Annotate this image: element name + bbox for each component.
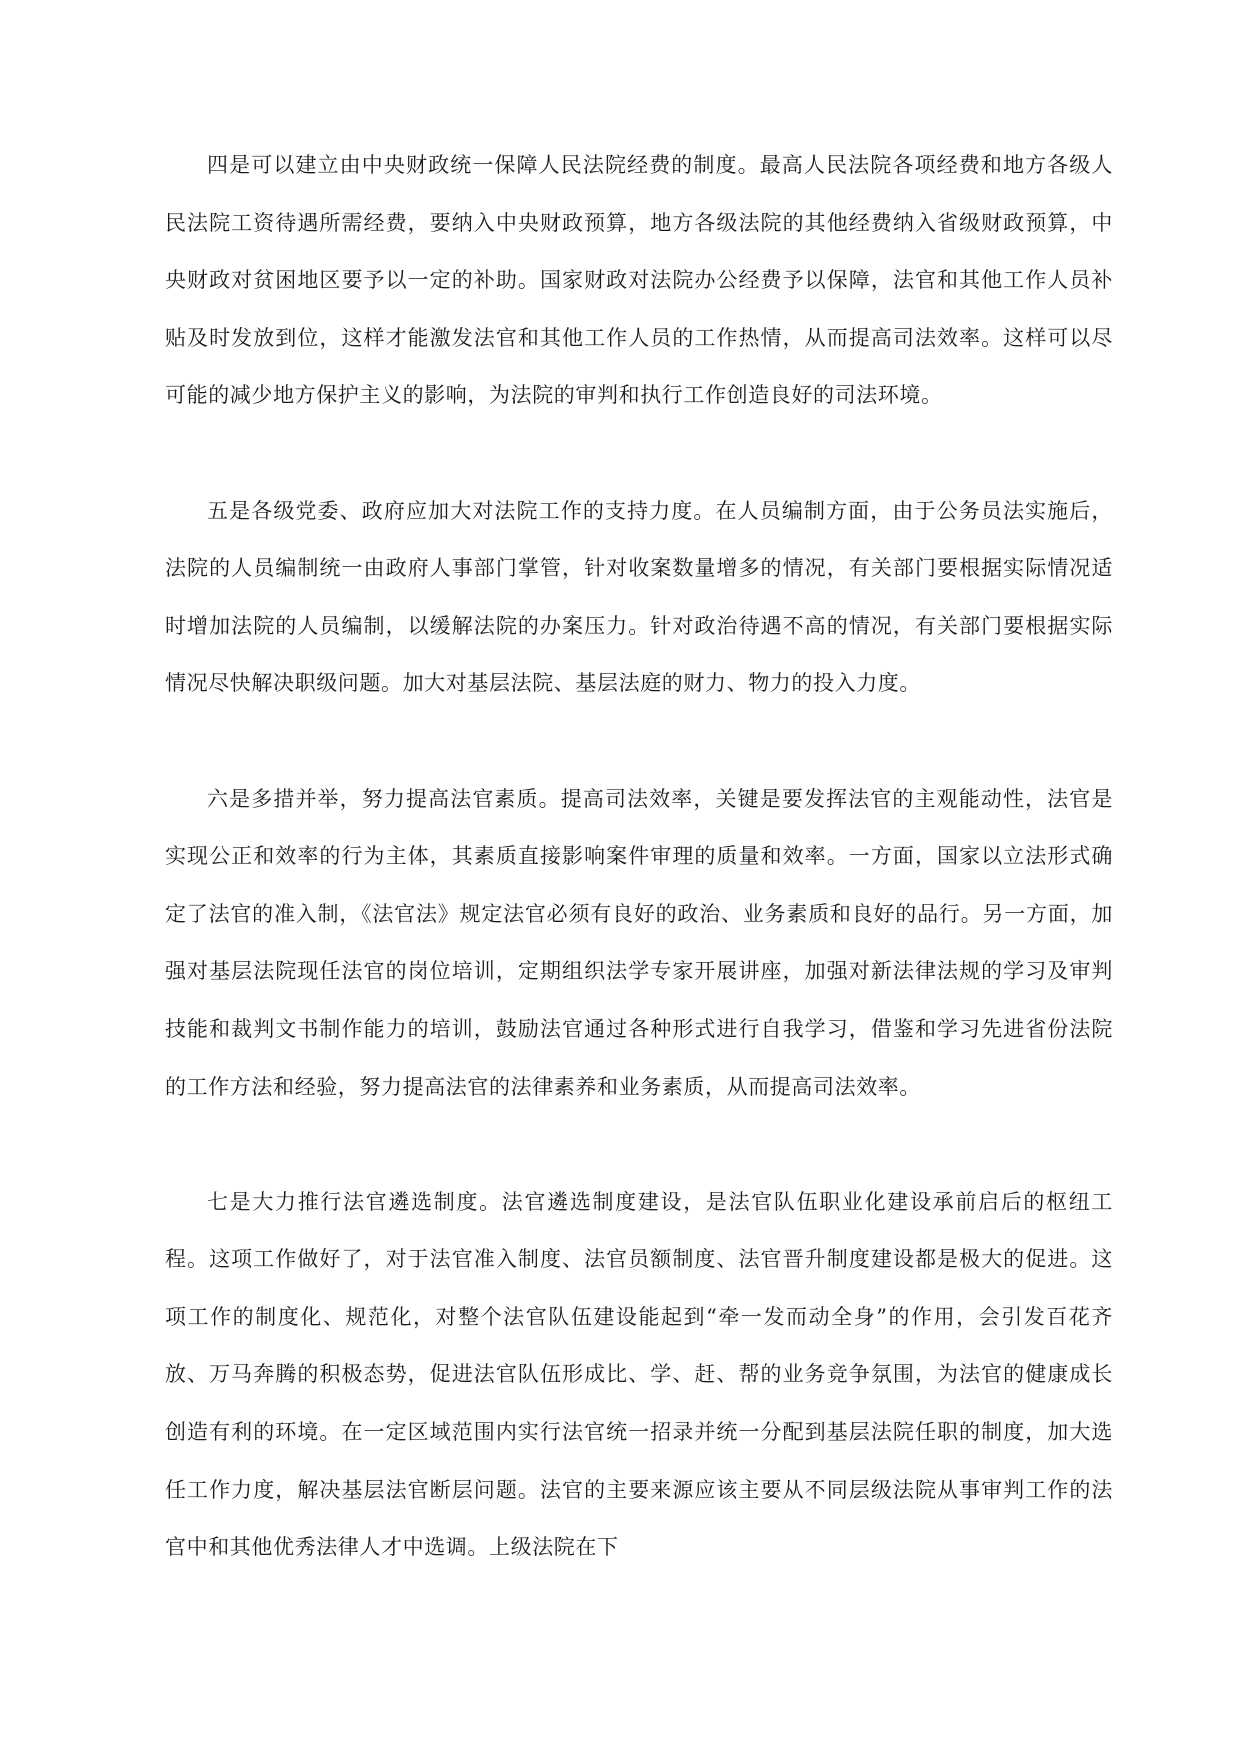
document-body: [165, 137, 1113, 1634]
paragraph-4: 四是可以建立由中央财政统一保障人民法院经费的制度。最高人民法院各项经费和地方各级人民法院工资待遇所需经费，要纳入中央财政预算，地方各级法院的其他经费纳入省级财政预算，中央财政对贫困地区要予以一定的补助。国家财政对法院办公经费予以保障，法官和其他工作人员补贴及时发放到位，这样才能激发法官和其他工作人员的工作热情，从而提高司法效率。这样可以尽可能的减少地方保护主义的影响，为法院的审判和执行工作创造良好的司法环境。: [165, 153, 1113, 408]
paragraph-5: 五是各级党委、政府应加大对法院工作的支持力度。在人员编制方面，由于公务员法实施后，法院的人员编制统一由政府人事部门掌管，针对收案数量增多的情况，有关部门要根据实际情况适时增加法院的人员编制，以缓解法院的办案压力。针对政治待遇不高的情况，有关部门要根据实际情况尽快解决职级问题。加大对基层法院、基层法庭的财力、物力的投入力度。: [165, 498, 1113, 696]
paragraph-7: 七是大力推行法官遴选制度。法官遴选制度建设，是法官队伍职业化建设承前启后的枢纽工程。这项工作做好了，对于法官准入制度、法官员额制度、法官晋升制度建设都是极大的促进。这项工作的制度化、规范化，对整个法官队伍建设能起到“牵一发而动全身”的作用，会引发百花齐放、万马奔腾的积极态势，促进法官队伍形成比、学、赶、帮的业务竞争氛围，为法官的健康成长创造有利的环境。在一定区域范围内实行法官统一招录并统一分配到基层法院任职的制度，加大选任工作力度，解决基层法官断层问题。法官的主要来源应该主要从不同层级法院从事审判工作的法官中和其他优秀法律人才中选调。上级法院在下: [165, 1189, 1113, 1560]
paragraph-6: 六是多措并举，努力提高法官素质。提高司法效率，关键是要发挥法官的主观能动性，法官是实现公正和效率的行为主体，其素质直接影响案件审理的质量和效率。一方面，国家以立法形式确定了法官的准入制，《法官法》规定法官必须有良好的政治、业务素质和良好的品行。另一方面，加强对基层法院现任法官的岗位培训，定期组织法学专家开展讲座，加强对新法律法规的学习及审判技能和裁判文书制作能力的培训，鼓励法官通过各种形式进行自我学习，借鉴和学习先进省份法院的工作方法和经验，努力提高法官的法律素养和业务素质，从而提高司法效率。: [165, 786, 1113, 1099]
